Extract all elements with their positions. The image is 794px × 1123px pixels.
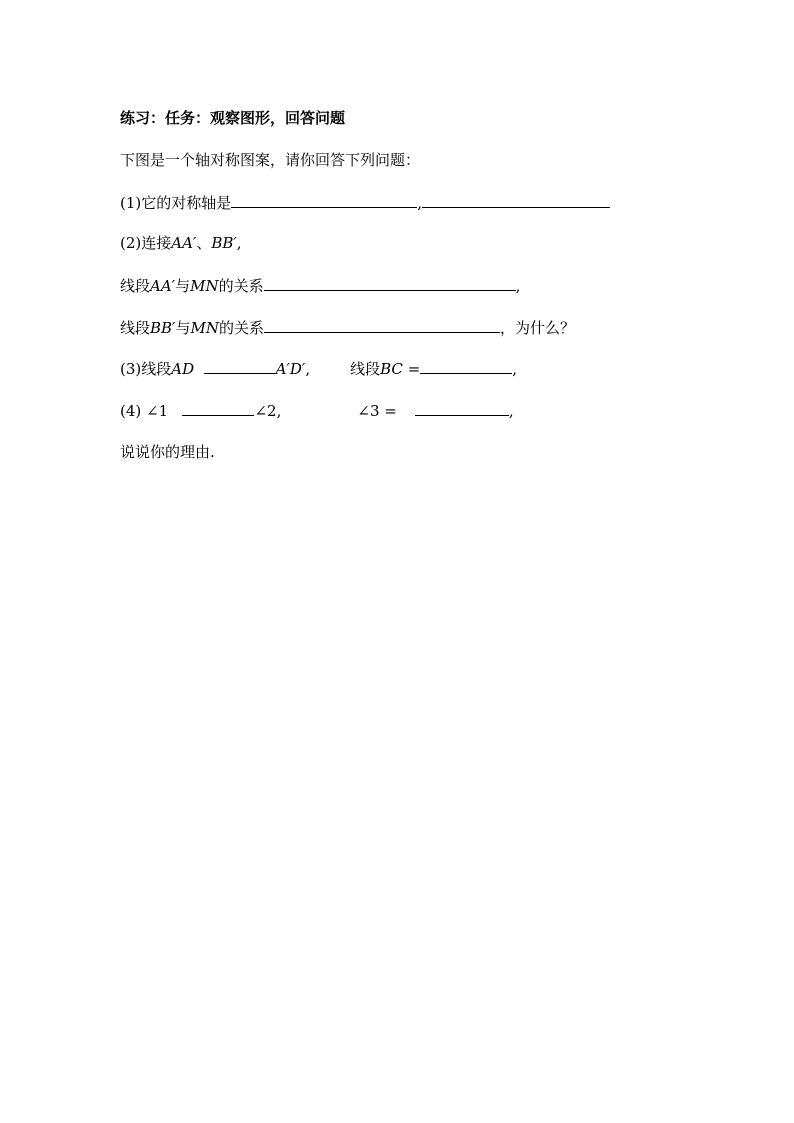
q3-suffix: , [512,360,518,378]
q2a-mid: 与 [175,277,191,295]
question-4 [120,400,514,421]
q3-answer-blank-2[interactable] [420,358,512,374]
q3-prefix-2: 线段 [350,360,381,378]
q2a-tail: 的关系 [218,277,264,295]
q3-answer-blank-1[interactable] [204,358,276,374]
question-1 [120,192,610,213]
q1-answer-blank-1[interactable] [231,192,417,208]
q4-separator: , [276,402,282,420]
q4-suffix: , [508,402,514,420]
q2b-prefix: 线段 [120,319,151,337]
q1-answer-blank-2[interactable] [422,192,610,208]
q2-prefix: (2)连接 [120,234,172,252]
q2a-axis: MN [190,277,219,295]
q2b-segment: BB′ [150,319,176,337]
q1-prefix: (1)它的对称轴是 [120,194,232,212]
exercise-title: 练习：任务：观察图形，回答问题 [120,109,346,127]
q4-answer-blank-2[interactable] [415,400,509,416]
question-2 [120,233,242,253]
q3-segment-bc: BC [380,360,403,378]
q3-equals: = [407,360,421,378]
question-3 [120,358,517,379]
q2-segment-aa: AA′ [171,234,197,252]
q2b-axis: MN [190,319,219,337]
q2a-prefix: 线段 [120,277,151,295]
q3-segment-a-d-prime: A′D′ [275,360,306,378]
q2-suffix: , [236,234,242,252]
q3-prefix: (3)线段 [120,360,172,378]
q2a-answer-blank[interactable] [264,275,516,291]
q4-angle-1: ∠1 [146,402,169,420]
q2b-mid: 与 [175,319,191,337]
q2-segment-bb: BB′ [211,234,237,252]
q3-separator: , [305,360,311,378]
question-2b [120,317,575,338]
question-2a [120,275,520,296]
q1-separator: , [417,194,423,212]
q2-mid: 、 [196,234,212,252]
q4-equals: = [384,402,397,420]
q4-angle-3: ∠3 [357,402,380,420]
q2b-tail: 的关系 [218,319,264,337]
q2b-answer-blank[interactable] [264,317,500,333]
q3-segment-ad: AD [171,360,195,378]
intro-text: 下图是一个轴对称图案，请你回答下列问题： [120,151,421,169]
q4-answer-blank-1[interactable] [182,400,254,416]
q2b-suffix: ，为什么？ [499,319,575,337]
q4-prefix: (4) [120,402,142,420]
q2a-suffix: , [515,277,521,295]
closing-text: 说说你的理由. [120,443,215,461]
q2a-segment: AA′ [150,277,176,295]
q4-angle-2: ∠2 [254,402,277,420]
